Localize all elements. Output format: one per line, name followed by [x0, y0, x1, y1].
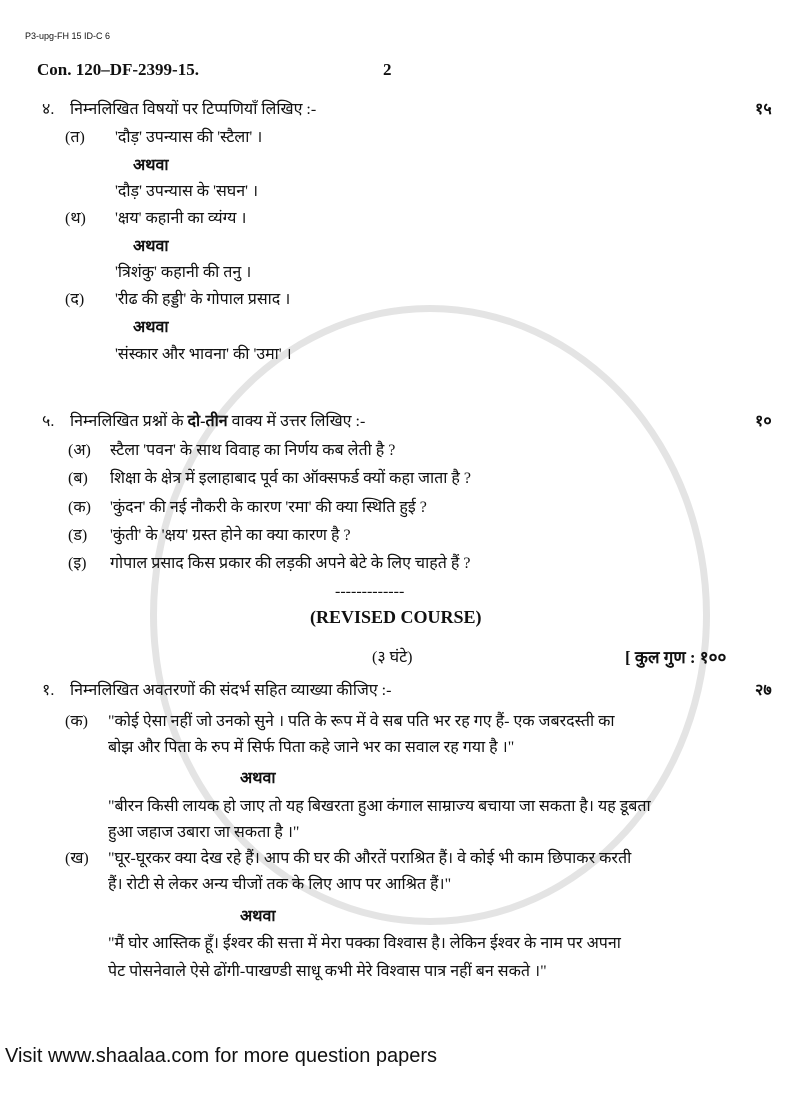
- q5-number: ५.: [42, 413, 55, 430]
- q1-number: १.: [42, 682, 55, 699]
- item-label: (क): [68, 499, 91, 516]
- item-label: (इ): [68, 555, 87, 572]
- scan-code: P3-upg-FH 15 ID-C 6: [25, 31, 111, 41]
- page-number: 2: [383, 60, 392, 79]
- q4-text: निम्नलिखित विषयों पर टिप्पणियाँ लिखिए :-: [70, 101, 317, 118]
- item-label: (ड): [68, 527, 88, 544]
- item-text: 'कुंदन' की नई नौकरी के कारण 'रमा' की क्या स्थिति हुई ?: [110, 499, 427, 516]
- passage-line: "बीरन किसी लायक हो जाए तो यह बिखरता हुआ कंगाल साम्राज्य बचाया जा सकता है। यह डूबता: [108, 798, 651, 815]
- item-alt-text: 'संस्कार और भावना' की 'उमा' ।: [115, 346, 292, 363]
- item-text: 'कुंती' के 'क्षय' ग्रस्त होने का क्या कारण है ?: [110, 527, 351, 544]
- q4-number: ४.: [42, 101, 55, 118]
- passage-line: हैं। रोटी से लेकर अन्य चीजों तक के लिए आप पर आश्रित हैं।": [108, 876, 452, 893]
- q4-marks: १५: [755, 101, 772, 118]
- divider: -------------: [335, 583, 405, 600]
- q5-text-bold: दो-तीन: [187, 413, 228, 430]
- or-label: अथवा: [133, 157, 169, 174]
- total-marks: [ कुल गुण : १००: [625, 648, 727, 667]
- item-label: (क): [65, 713, 88, 730]
- or-label: अथवा: [240, 770, 276, 787]
- q5-text: [70, 412, 365, 432]
- passage-line: पेट पोसनेवाले ऐसे ढोंगी-पाखण्डी साधू कभी मेरे विश्वास पात्र नहीं बन सकते ।": [108, 963, 547, 980]
- item-label: (थ): [65, 210, 86, 227]
- or-label: अथवा: [240, 908, 276, 925]
- q5-text-a: निम्नलिखित प्रश्नों के: [70, 413, 184, 430]
- q5-marks: १०: [755, 413, 772, 430]
- item-label: (ख): [65, 850, 89, 867]
- passage-line: "मैं घोर आस्तिक हूँ। ईश्वर की सत्ता में मेरा पक्का विश्वास है। लेकिन ईश्वर के नाम पर अपना: [108, 935, 621, 952]
- item-alt-text: 'त्रिशंकु' कहानी की तनु ।: [115, 264, 252, 281]
- item-text: स्टैला 'पवन' के साथ विवाह का निर्णय कब लेती है ?: [110, 442, 396, 459]
- revised-course-heading: (REVISED COURSE): [310, 607, 482, 627]
- item-text: 'क्षय' कहानी का व्यंग्य ।: [115, 210, 247, 227]
- passage-line: हुआ जहाज उबारा जा सकता है ।": [108, 824, 300, 841]
- item-label: (ब): [68, 470, 88, 487]
- item-alt-text: 'दौड़' उपन्यास के 'सघन' ।: [115, 183, 259, 200]
- item-text: 'रीढ की हड्डी' के गोपाल प्रसाद ।: [115, 291, 291, 308]
- item-text: शिक्षा के क्षेत्र में इलाहाबाद पूर्व का ऑक्सफर्ड क्यों कहा जाता है ?: [110, 470, 471, 487]
- q1-marks: २७: [755, 682, 772, 699]
- item-label: (त): [65, 129, 85, 146]
- duration: (३ घंटे): [372, 649, 413, 666]
- footer-link[interactable]: Visit www.shaalaa.com for more question papers: [5, 1045, 438, 1067]
- passage-line: बोझ और पिता के रुप में सिर्फ पिता कहे जाने भर का सवाल रह गया है ।": [108, 739, 515, 756]
- q5-text-b: वाक्य में उत्तर लिखिए :-: [231, 413, 366, 430]
- q1-text: निम्नलिखित अवतरणों की संदर्भ सहित व्याख्या कीजिए :-: [70, 682, 392, 699]
- passage-line: "कोई ऐसा नहीं जो उनको सुने । पति के रूप में वे सब पति भर रह गए हैं- एक जबरदस्ती का: [108, 713, 615, 730]
- paper-code: Con. 120–DF-2399-15.: [37, 60, 199, 79]
- or-label: अथवा: [133, 238, 169, 255]
- item-label: (द): [65, 291, 85, 308]
- passage-line: "घूर-घूरकर क्या देख रहे हैं। आप की घर की औरतें पराश्रित हैं। वे कोई भी काम छिपाकर करती: [108, 850, 632, 867]
- item-label: (अ): [68, 442, 91, 459]
- or-label: अथवा: [133, 319, 169, 336]
- item-text: गोपाल प्रसाद किस प्रकार की लड़की अपने बेटे के लिए चाहते हैं ?: [110, 555, 471, 572]
- item-text: 'दौड़' उपन्यास की 'स्टैला' ।: [115, 129, 263, 146]
